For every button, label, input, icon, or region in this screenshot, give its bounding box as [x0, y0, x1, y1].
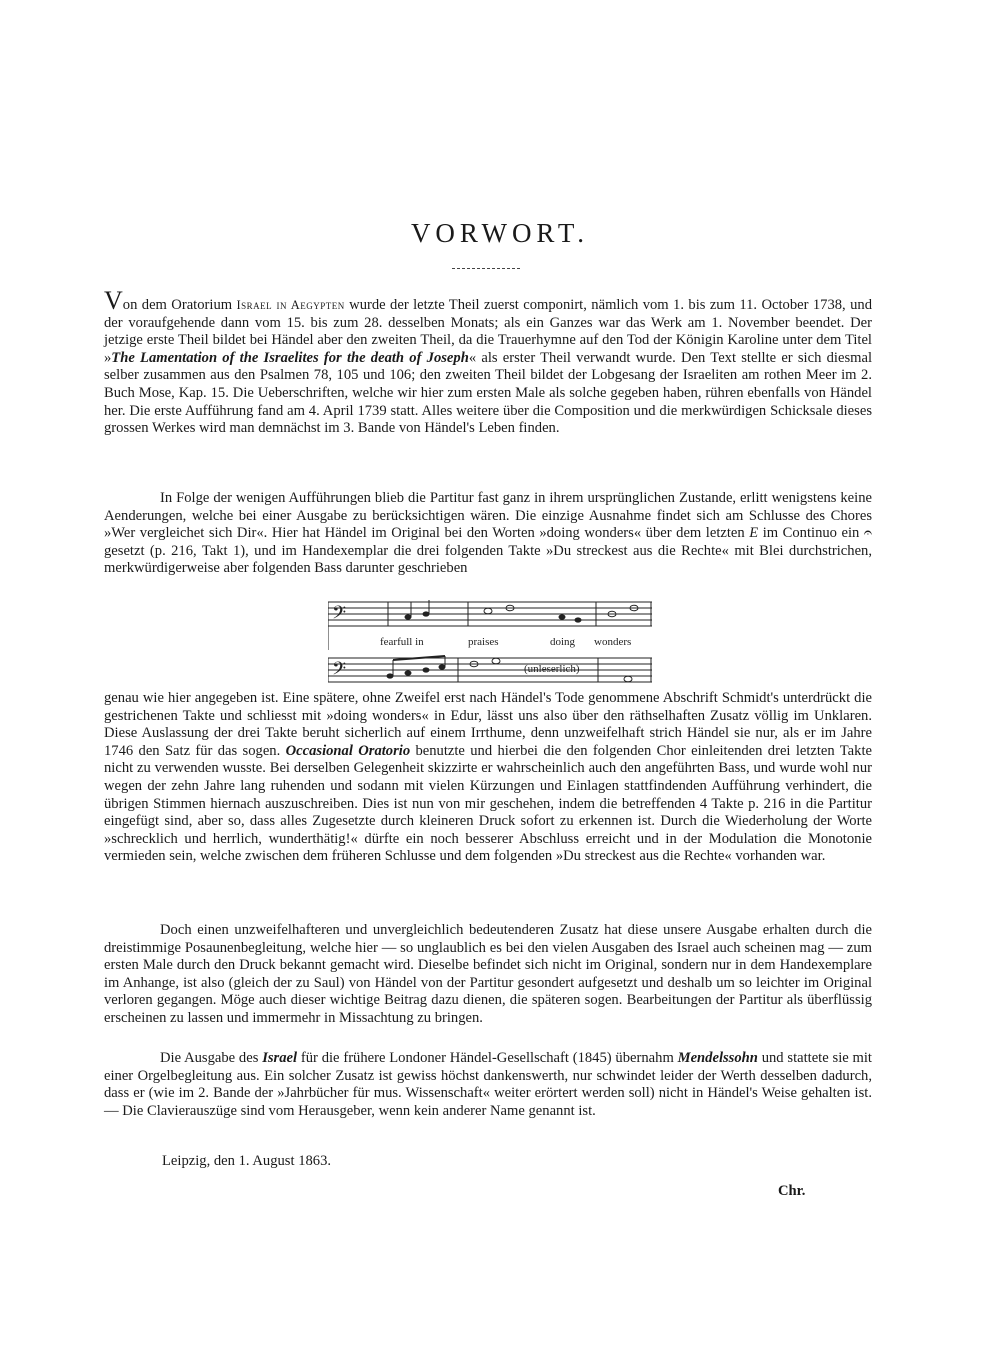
drop-cap: V	[104, 286, 123, 315]
paragraph-5: Die Ausgabe des Israel für die frühere Londoner Händel-Gesellschaft (1845) übernahm Mendelssohn und stattete sie mit einer Orgelbegleitung aus. Ein solcher Zusatz ist gewiss höchst dankenswerth, nur schwindet leider der Werth desselben dadurch, dass er (wie im 2. Bande der »Jahrbücher für mus. Wissenschaft« weiter erörtert werden soll) nicht in Händel's Weise gehalten ist. — Die Clavierauszüge sind vom Herausgeber, wenn kein anderer Name genannt ist.	[104, 1050, 872, 1119]
lamentation-title: The Lamentation of the Israelites for the death of Joseph	[111, 349, 469, 366]
signature: Chr.	[778, 1183, 806, 1199]
occasional-oratorio-title: Occasional Oratorio	[285, 742, 411, 759]
lyric-doing: doing	[550, 636, 576, 648]
paragraph-4: Doch einen unzweifelhafteren und unvergleichlich bedeutenderen Zusatz hat diese unsere Ausgabe erhalten durch die dreistimmige Posaunenbegleitung, welche hier — so unglaublich es bei den vielen Ausgaben des Israel auch scheinen mag — zum ersten Male durch den Druck bekannt gemacht wird. Dieselbe befindet sich nicht im Original, sondern nur in dem Handexemplare im Anhange, ist also (gleich der zu Saul) von Händel von der Partitur gesondert aufgesetzt und deshalb um so leichter im Original verloren gegangen. Möge auch dieser wichtige Beitrag dazu dienen, die späteren sogen. Bearbeitungen der Partitur als überflüssig erscheinen zu lassen und immermehr in Missachtung zu bringen.	[104, 922, 872, 1026]
date-line: Leipzig, den 1. August 1863.	[162, 1153, 332, 1169]
page-title: VORWORT.	[410, 218, 590, 248]
music-example	[328, 598, 652, 686]
svg-text:𝄢: 𝄢	[332, 659, 347, 684]
paragraph-2: In Folge der wenigen Aufführungen blieb die Partitur fast ganz in ihrem ursprünglichen Zustande, erlitt wenigstens keine Aenderungen, welche bei einer Ausgabe zu berücksichtigen wären. Die einzige Ausnahme findet sich am Schlusse des Chores »Wer vergleichet sich Dir«. Hier hat Händel im Original bei den Worten »doing wonders« über dem letzten E im Continuo ein 𝄐 gesetzt (p. 216, Takt 1), und im Handexemplar die drei folgenden Takte »Du streckest aus die Rechte« mit Blei durchstrichen, merkwürdigerweise aber folgenden Bass darunter geschrieben	[104, 490, 872, 577]
svg-text:𝄢: 𝄢	[332, 603, 347, 628]
title-divider	[452, 268, 520, 269]
illegible-note: (unleserlich)	[524, 663, 580, 675]
lyric-praises: praises	[468, 636, 499, 648]
lyric-fearfull-in: fearfull in	[380, 636, 424, 648]
paragraph-1: Von dem Oratorium Israel in Aegypten wurde der letzte Theil zuerst componirt, nämlich vom 1. bis zum 11. October 1738, und der voraufgehende dann vom 15. bis zum 28. desselben Monats; als ein Ganzes war das Werk am 1. November beendet. Der jetzige erste Theil bildet bei Händel aber den zweiten Theil, da die Trauerhymne auf den Tod der Königin Karoline unter dem Titel »The Lamentation of the Israelites for the death of Joseph« als erster Theil verwandt wurde. Den Text stellte er sich diesmal selber zusammen aus den Psalmen 78, 105 und 106; den zweiten Theil bildet der Lobgesang der Israeliten am rothen Meer im 2. Buch Mose, Kap. 15. Die Ueberschriften, welche wir hier zum ersten Male als solche gegeben haben, rühren ebenfalls von Händel her. Die erste Aufführung fand am 4. April 1739 statt. Alles weitere über die Composition und die merkwürdigen Schicksale dieses grossen Werkes wird man demnächst im 3. Bande von Händel's Leben finden.	[104, 286, 873, 437]
lyric-wonders: wonders	[594, 636, 632, 648]
oratorio-title: Israel in Aegypten	[236, 298, 345, 312]
paragraph-3: genau wie hier angegeben ist. Eine spätere, ohne Zweifel erst nach Händel's Tode genommene Abschrift Schmidt's unterdrückt die gestrichenen Takte und schliesst mit »doing wonders« in Edur, lässt uns also über den räthselhaften Zusatz völlig im Unklaren. Diese Auslassung der drei Takte beruht sicherlich auf einem Irrthume, denn unzweifelhaft strich Händel sie nur, als er im Jahre 1746 den Satz für das sogen. Occasional Oratorio benutzte und hierbei die den folgenden Chor einleitenden drei letzten Takte nicht zu verwenden wusste. Bei derselben Gelegenheit skizzirte er wahrscheinlich auch den angeführten Bass, und wurde wohl nur wegen der zehn Jahre lang ruhenden und sodann mit vielen Kürzungen und Einlagen stattfindenden Aufführung verhindert, die übrigen Stimmen hiernach auszuschreiben. Dies ist nun von mir geschehen, indem die betreffenden 4 Takte p. 216 in die Partitur eingefügt sind, aber so, dass alles Zugesetzte durch kleineren Druck sofort zu erkennen ist. Durch die Wiederholung der Worte »schrecklich und herrlich, wunderthätig!« dürfte ein noch besserer Abschluss erreicht und in der Modulation die Monotonie vermieden sein, welche zwischen dem früheren Schlusse und dem folgenden »Du streckest aus die Rechte« vorhanden war.	[104, 690, 872, 865]
